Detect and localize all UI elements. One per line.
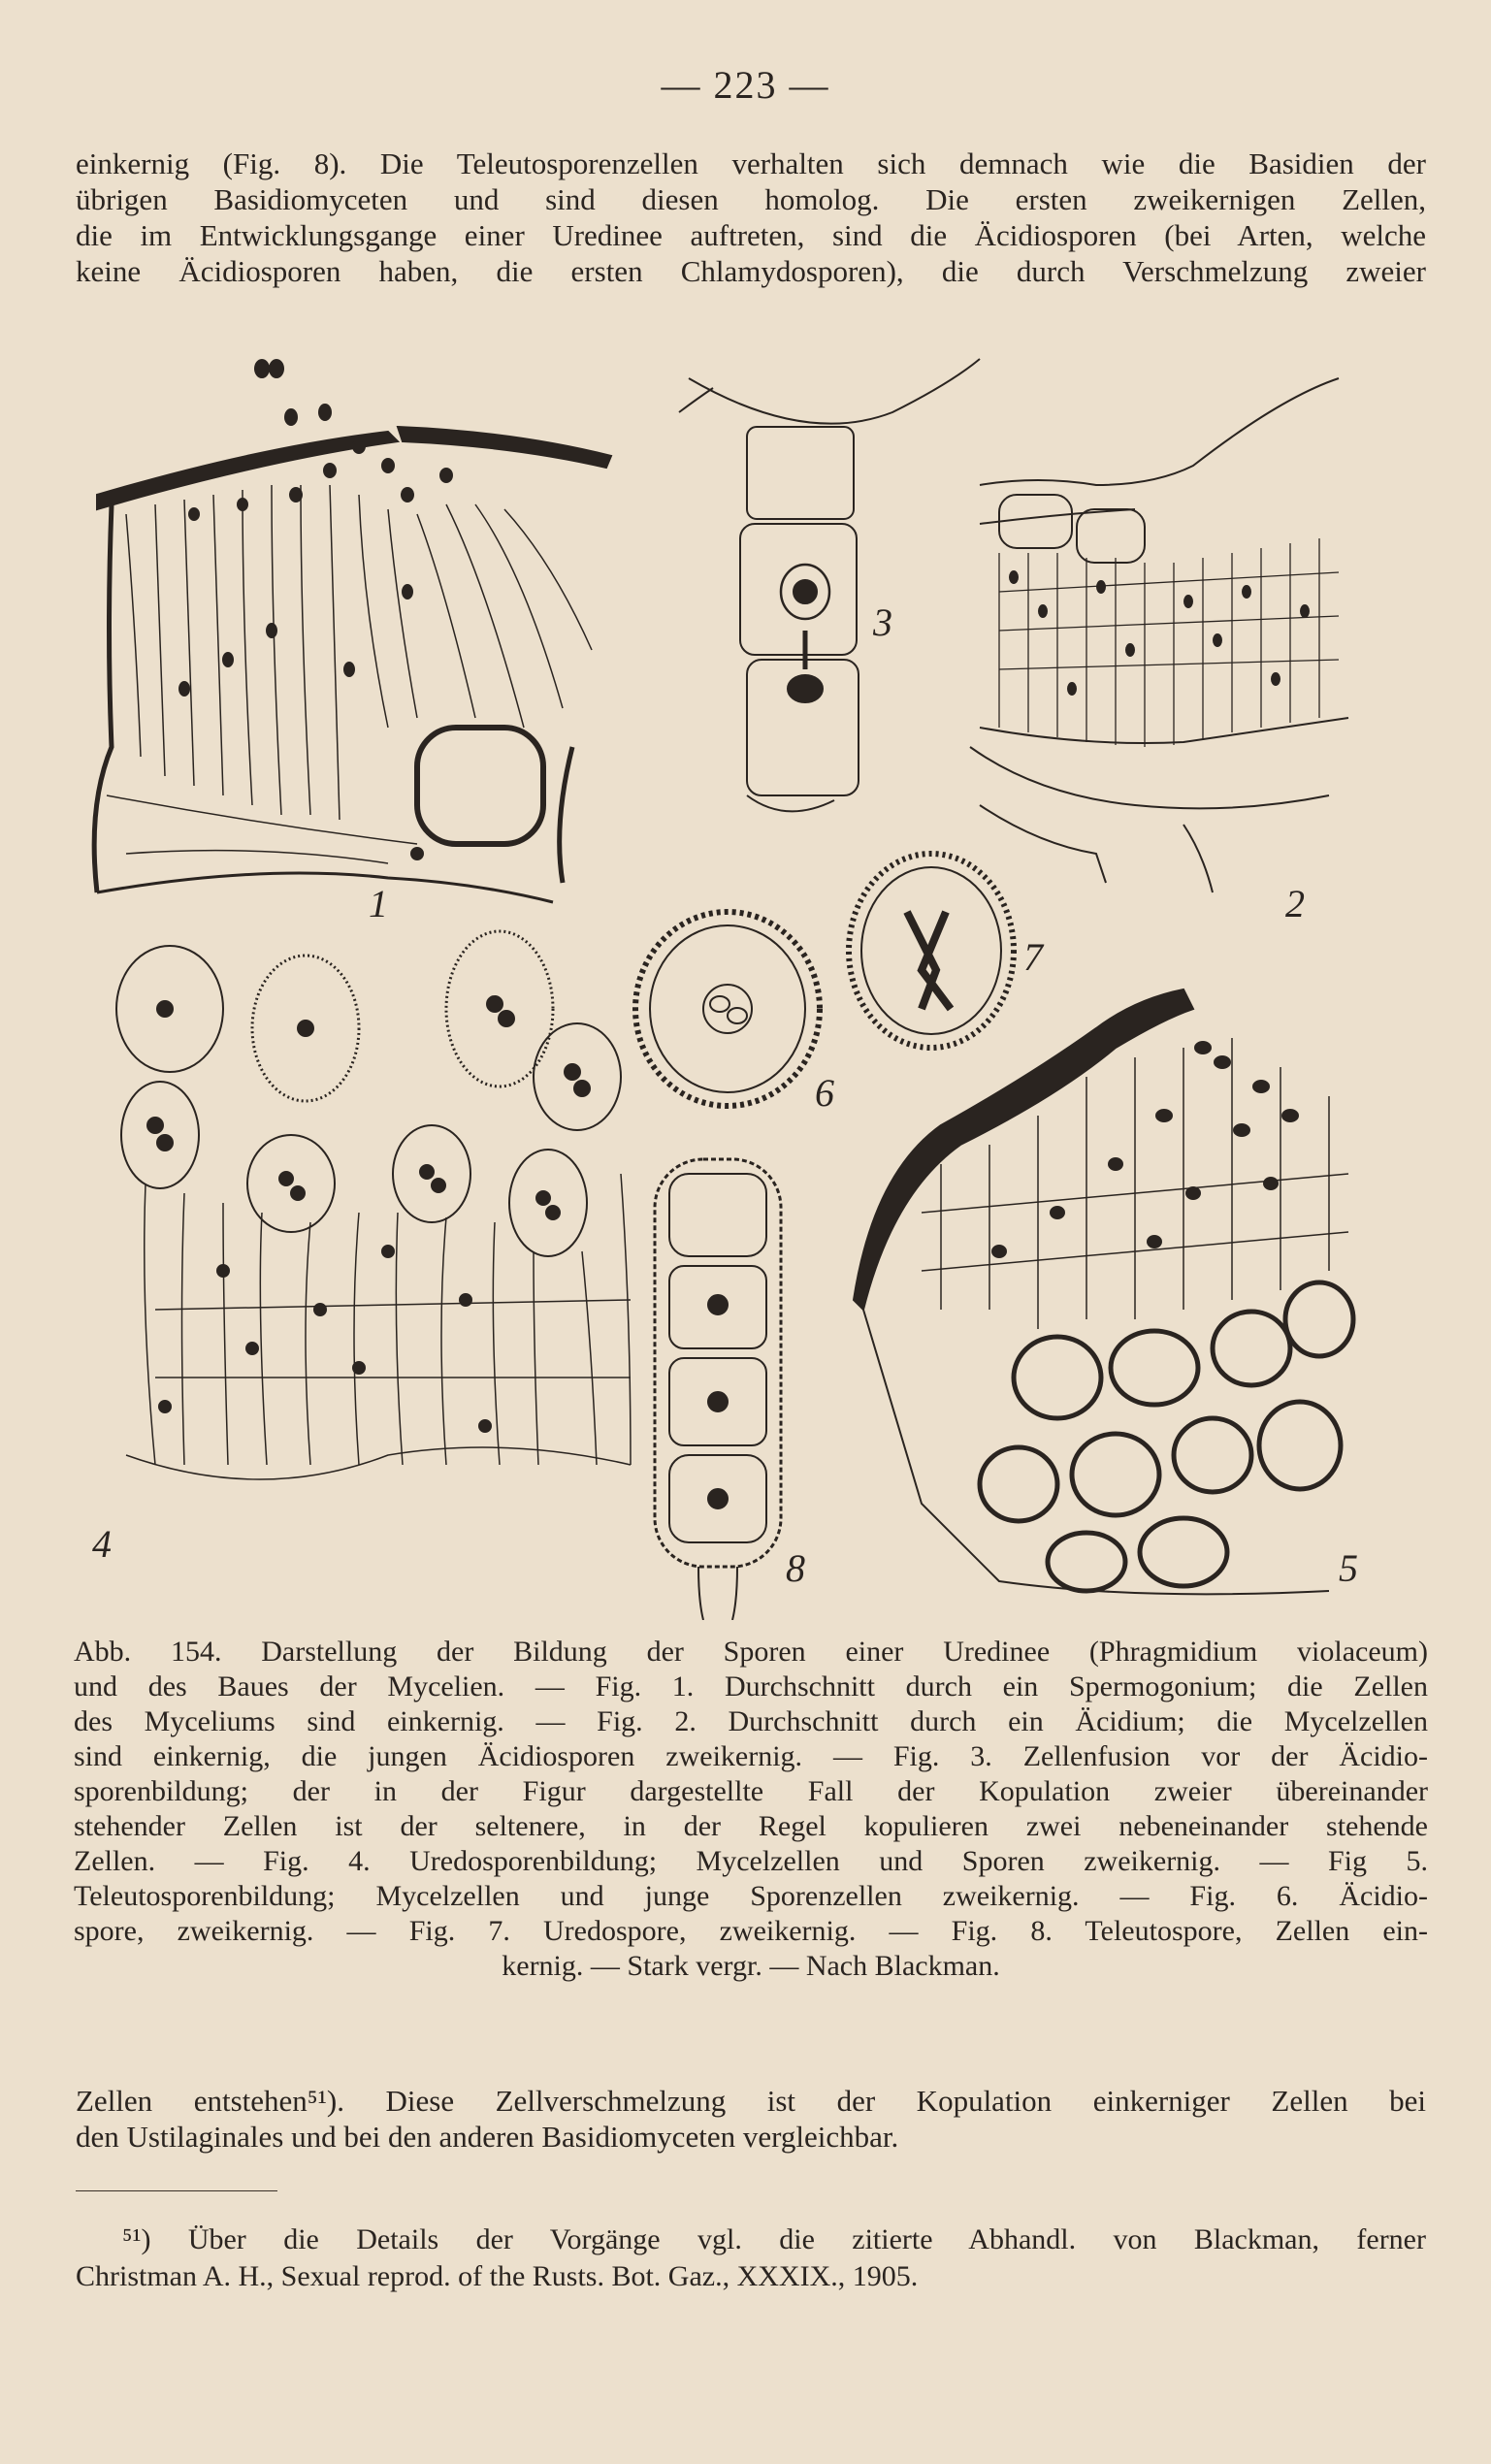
fig-2-aecidium bbox=[970, 378, 1348, 892]
caption-line: kernig. — Stark vergr. — Nach Blackman. bbox=[502, 1950, 1000, 1982]
fig-label-5: 5 bbox=[1339, 1546, 1358, 1590]
footnote bbox=[76, 2221, 1426, 2295]
text-line: die im Entwicklungsgange einer Uredinee auftreten, sind die Äcidiosporen (bei Arten, welche bbox=[76, 218, 1426, 252]
fig-3-cell-fusion bbox=[679, 359, 980, 811]
caption-line: Teleutosporenbildung; Mycelzellen und junge Sporenzellen zweikernig. — Fig. 6. Äcidio- bbox=[74, 1880, 1428, 1912]
fig-label-3: 3 bbox=[873, 600, 892, 644]
caption-line: Abb. 154. Darstellung der Bildung der Sporen einer Uredinee (Phragmidium violaceum) bbox=[74, 1636, 1428, 1668]
text-line: übrigen Basidiomyceten und sind diesen homolog. Die ersten zweikernigen Zellen, bbox=[76, 182, 1426, 216]
fig-6-aecidiospore bbox=[635, 912, 820, 1106]
text-line: keine Äcidiosporen haben, die ersten Chlamydosporen), die durch Verschmelzung zweier bbox=[76, 254, 1426, 288]
fig-7-uredospore bbox=[849, 854, 1014, 1048]
caption-line: Zellen. — Fig. 4. Uredosporenbildung; Mycelzellen und Sporen zweikernig. — Fig 5. bbox=[74, 1845, 1428, 1877]
caption-line: stehender Zellen ist der seltenere, in der Regel kopulieren zwei nebeneinander stehende bbox=[74, 1810, 1428, 1842]
text-line: Zellen entstehen⁵¹). Diese Zellverschmelzung ist der Kopulation einkerniger Zellen bei bbox=[76, 2084, 1426, 2118]
page-number: — 223 — bbox=[661, 63, 830, 107]
caption-line: des Myceliums sind einkernig. — Fig. 2. Durchschnitt durch ein Äcidium; die Mycelzellen bbox=[74, 1705, 1428, 1737]
top-paragraph bbox=[76, 146, 1426, 289]
fig-label-8: 8 bbox=[786, 1546, 805, 1590]
fig-4-uredospore-formation bbox=[116, 931, 631, 1479]
figure-svg bbox=[68, 340, 1421, 1620]
caption-line: spore, zweikernig. — Fig. 7. Uredospore, zweikernig. — Fig. 8. Teleutospore, Zellen ein- bbox=[74, 1915, 1428, 1947]
fig-5-teleutospore-formation bbox=[854, 989, 1353, 1594]
fig-label-6: 6 bbox=[815, 1071, 834, 1115]
figure-caption bbox=[74, 1635, 1428, 1984]
footnote-line: ⁵¹) Über die Details der Vorgänge vgl. die zitierte Abhandl. von Blackman, ferner bbox=[122, 2223, 1426, 2255]
fig-label-7: 7 bbox=[1023, 935, 1043, 979]
fig-8-teleutospore bbox=[655, 1159, 781, 1620]
footnote-rule bbox=[76, 2190, 277, 2191]
text-line: den Ustilaginales und bei den anderen Basidiomyceten vergleichbar. bbox=[76, 2120, 899, 2154]
fig-label-1: 1 bbox=[369, 882, 388, 925]
caption-line: sporenbildung; der in der Figur dargestellte Fall der Kopulation zweier übereinander bbox=[74, 1775, 1428, 1807]
figure-illustration bbox=[68, 340, 1421, 1620]
fig-label-4: 4 bbox=[92, 1522, 112, 1566]
bottom-paragraph bbox=[76, 2083, 1426, 2155]
fig-label-2: 2 bbox=[1285, 882, 1305, 925]
text-line: einkernig (Fig. 8). Die Teleutosporenzellen verhalten sich demnach wie die Basidien der bbox=[76, 146, 1426, 180]
caption-line: sind einkernig, die jungen Äcidiosporen zweikernig. — Fig. 3. Zellenfusion vor der Äcidio- bbox=[74, 1740, 1428, 1772]
footnote-line: Christman A. H., Sexual reprod. of the Rusts. Bot. Gaz., XXXIX., 1905. bbox=[76, 2260, 919, 2292]
fig-1-spermogonium bbox=[94, 360, 611, 902]
caption-line: und des Baues der Mycelien. — Fig. 1. Durchschnitt durch ein Spermogonium; die Zellen bbox=[74, 1670, 1428, 1702]
